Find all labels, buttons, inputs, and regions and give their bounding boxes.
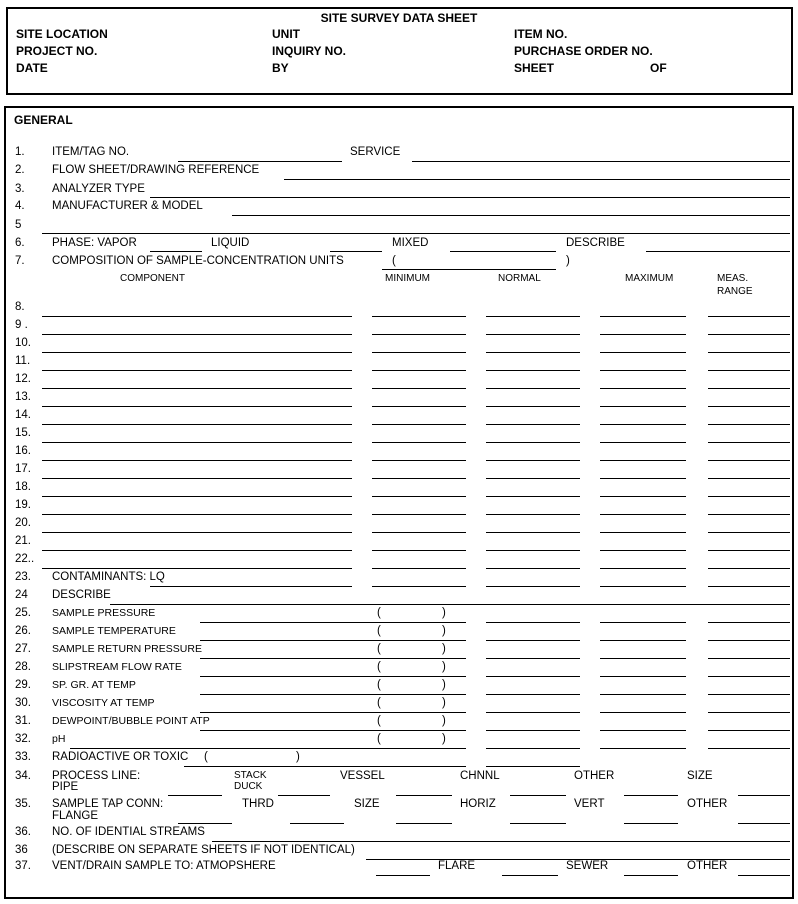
component-maximum-field[interactable] — [600, 406, 686, 407]
condition-range-field[interactable] — [708, 640, 790, 641]
vert-field[interactable] — [624, 823, 678, 824]
liquid-label: LIQUID — [211, 237, 250, 249]
describe-label: DESCRIBE — [566, 237, 625, 249]
radioactive-toxic-label: RADIOACTIVE OR TOXIC — [52, 751, 189, 763]
component-range-field[interactable] — [708, 388, 790, 389]
stack-label: STACK — [234, 770, 267, 781]
component-normal-field[interactable] — [486, 532, 580, 533]
condition-maximum-field[interactable] — [600, 676, 686, 677]
condition-normal-field[interactable] — [486, 640, 580, 641]
phase-vapor-label: PHASE: VAPOR — [52, 237, 137, 249]
process-line-label: PROCESS LINE: — [52, 770, 141, 782]
contaminants-range-field[interactable] — [708, 586, 790, 587]
component-maximum-field[interactable] — [600, 334, 686, 335]
component-normal-field[interactable] — [486, 316, 580, 317]
component-row-number: 15. — [15, 427, 31, 439]
component-minimum-field[interactable] — [372, 460, 466, 461]
other-tap-label: OTHER — [687, 798, 728, 810]
item-tag-no-label: ITEM/TAG NO. — [52, 146, 130, 158]
liquid-field[interactable] — [330, 251, 382, 252]
component-row-number: 19. — [15, 499, 31, 511]
component-component-field[interactable] — [42, 532, 352, 533]
condition-value-field[interactable] — [200, 658, 466, 659]
row-37-number: 37. — [15, 860, 31, 872]
row-36b-number: 36 — [15, 844, 28, 856]
atmosphere-field[interactable] — [376, 875, 430, 876]
row-5-number: 5 — [15, 219, 22, 231]
analyzer-type-field[interactable] — [150, 197, 790, 198]
component-row-number: 8. — [15, 301, 25, 313]
condition-value-field[interactable] — [200, 622, 466, 623]
condition-close-paren: ) — [442, 661, 446, 673]
condition-value-field[interactable] — [200, 694, 466, 695]
component-maximum-field[interactable] — [600, 388, 686, 389]
thrd-label: THRD — [242, 798, 274, 810]
component-minimum-field[interactable] — [372, 514, 466, 515]
condition-value-field[interactable] — [200, 640, 466, 641]
other-vent-field[interactable] — [738, 875, 790, 876]
component-row-number: 9 . — [15, 319, 28, 331]
component-component-field[interactable] — [42, 406, 352, 407]
component-range-field[interactable] — [708, 514, 790, 515]
condition-row-number: 29. — [15, 679, 31, 691]
vessel-label: VESSEL — [340, 770, 385, 782]
component-normal-field[interactable] — [486, 496, 580, 497]
condition-normal-field[interactable] — [486, 748, 580, 749]
condition-open-paren: ( — [377, 607, 381, 619]
component-range-field[interactable] — [708, 532, 790, 533]
describe-contaminants-field[interactable] — [110, 604, 790, 605]
project-no-label: PROJECT NO. — [16, 44, 98, 58]
size-line-field[interactable] — [738, 795, 790, 796]
component-minimum-field[interactable] — [372, 352, 466, 353]
identical-streams-label: NO. OF IDENTIAL STREAMS — [52, 826, 205, 838]
component-minimum-field[interactable] — [372, 550, 466, 551]
condition-range-field[interactable] — [708, 622, 790, 623]
identical-streams-field[interactable] — [212, 841, 790, 842]
condition-label: SAMPLE PRESSURE — [52, 607, 156, 619]
composition-open-paren: ( — [392, 255, 396, 267]
component-range-field[interactable] — [708, 460, 790, 461]
row-7-number: 7. — [15, 255, 25, 267]
condition-row-number: 32. — [15, 733, 31, 745]
condition-close-paren: ) — [442, 733, 446, 745]
sample-tap-conn-label: SAMPLE TAP CONN: — [52, 798, 164, 810]
condition-row-number: 26. — [15, 625, 31, 637]
condition-maximum-field[interactable] — [600, 622, 686, 623]
condition-close-paren: ) — [442, 715, 446, 727]
condition-row-number: 27. — [15, 643, 31, 655]
component-normal-field[interactable] — [486, 352, 580, 353]
component-maximum-field[interactable] — [600, 442, 686, 443]
sewer-label: SEWER — [566, 860, 609, 872]
component-maximum-field[interactable] — [600, 352, 686, 353]
phase-vapor-field[interactable] — [150, 251, 202, 252]
vessel-field[interactable] — [396, 795, 452, 796]
component-minimum-field[interactable] — [372, 370, 466, 371]
stack-duck-field[interactable] — [278, 795, 330, 796]
condition-label: VISCOSITY AT TEMP — [52, 697, 155, 709]
condition-open-paren: ( — [377, 733, 381, 745]
purchase-order-no-label: PURCHASE ORDER NO. — [514, 44, 653, 58]
component-row-number: 13. — [15, 391, 31, 403]
contaminants-normal-field[interactable] — [486, 586, 580, 587]
condition-range-field[interactable] — [708, 676, 790, 677]
component-range-field[interactable] — [708, 406, 790, 407]
component-normal-field[interactable] — [486, 514, 580, 515]
component-normal-field[interactable] — [486, 442, 580, 443]
component-component-field[interactable] — [42, 568, 352, 569]
component-minimum-field[interactable] — [372, 568, 466, 569]
component-minimum-field[interactable] — [372, 478, 466, 479]
component-row-number: 10. — [15, 337, 31, 349]
component-minimum-field[interactable] — [372, 334, 466, 335]
manufacturer-model-label: MANUFACTURER & MODEL — [52, 200, 203, 212]
component-maximum-field[interactable] — [600, 496, 686, 497]
condition-value-field[interactable] — [200, 712, 466, 713]
component-component-field[interactable] — [42, 460, 352, 461]
component-component-field[interactable] — [42, 514, 352, 515]
component-normal-field[interactable] — [486, 334, 580, 335]
site-location-label: SITE LOCATION — [16, 27, 108, 41]
row-23-number: 23. — [15, 571, 31, 583]
component-minimum-field[interactable] — [372, 406, 466, 407]
pipe-field[interactable] — [168, 795, 222, 796]
sewer-field[interactable] — [624, 875, 678, 876]
condition-range-field[interactable] — [708, 748, 790, 749]
row-33-number: 33. — [15, 751, 31, 763]
condition-label: SLIPSTREAM FLOW RATE — [52, 661, 182, 673]
component-normal-field[interactable] — [486, 406, 580, 407]
component-minimum-field[interactable] — [372, 424, 466, 425]
component-range-field[interactable] — [708, 370, 790, 371]
component-maximum-field[interactable] — [600, 370, 686, 371]
component-minimum-field[interactable] — [372, 316, 466, 317]
meas-column-header: MEAS. — [717, 273, 749, 284]
inquiry-no-label: INQUIRY NO. — [272, 44, 347, 58]
condition-label: pH — [52, 733, 66, 745]
chnnl-field[interactable] — [510, 795, 566, 796]
component-component-field[interactable] — [42, 424, 352, 425]
unit-label: UNIT — [272, 27, 300, 41]
component-row-number: 11. — [15, 355, 31, 367]
condition-open-paren: ( — [377, 643, 381, 655]
row-4-number: 4. — [15, 200, 25, 212]
component-minimum-field[interactable] — [372, 532, 466, 533]
service-field[interactable] — [412, 161, 790, 162]
vert-label: VERT — [574, 798, 605, 810]
condition-range-field[interactable] — [708, 730, 790, 731]
normal-column-header: NORMAL — [498, 273, 541, 284]
row-34-number: 34. — [15, 770, 31, 782]
service-label: SERVICE — [350, 146, 401, 158]
component-range-field[interactable] — [708, 442, 790, 443]
component-normal-field[interactable] — [486, 424, 580, 425]
condition-normal-field[interactable] — [486, 676, 580, 677]
range-column-header: RANGE — [717, 286, 753, 297]
component-minimum-field[interactable] — [372, 442, 466, 443]
condition-open-paren: ( — [377, 625, 381, 637]
size-tap-field[interactable] — [396, 823, 452, 824]
condition-normal-field[interactable] — [486, 730, 580, 731]
component-range-field[interactable] — [708, 352, 790, 353]
component-row-number: 17. — [15, 463, 31, 475]
date-label: DATE — [16, 61, 48, 75]
component-component-field[interactable] — [42, 352, 352, 353]
component-component-field[interactable] — [42, 334, 352, 335]
radioactive-toxic-field[interactable] — [184, 766, 466, 767]
component-row-number: 20. — [15, 517, 31, 529]
component-maximum-field[interactable] — [600, 514, 686, 515]
manufacturer-model-field[interactable] — [232, 215, 790, 216]
row-5-field[interactable] — [42, 233, 790, 234]
row-35-number: 35. — [15, 798, 31, 810]
condition-row-number: 25. — [15, 607, 31, 619]
component-range-field[interactable] — [708, 478, 790, 479]
condition-open-paren: ( — [377, 661, 381, 673]
component-row-number: 21. — [15, 535, 31, 547]
condition-row-number: 30. — [15, 697, 31, 709]
condition-normal-field[interactable] — [486, 694, 580, 695]
size-tap-label: SIZE — [354, 798, 380, 810]
row-3-number: 3. — [15, 183, 25, 195]
component-maximum-field[interactable] — [600, 424, 686, 425]
condition-value-field[interactable] — [200, 730, 466, 731]
describe-phase-field[interactable] — [646, 251, 790, 252]
condition-maximum-field[interactable] — [600, 730, 686, 731]
component-component-field[interactable] — [42, 316, 352, 317]
condition-label: SP. GR. AT TEMP — [52, 679, 136, 691]
component-minimum-field[interactable] — [372, 388, 466, 389]
condition-range-field[interactable] — [708, 694, 790, 695]
composition-close-paren: ) — [566, 255, 570, 267]
component-normal-field[interactable] — [486, 478, 580, 479]
condition-maximum-field[interactable] — [600, 712, 686, 713]
component-maximum-field[interactable] — [600, 460, 686, 461]
flow-sheet-field[interactable] — [284, 179, 790, 180]
component-minimum-field[interactable] — [372, 496, 466, 497]
component-normal-field[interactable] — [486, 388, 580, 389]
condition-label: SAMPLE RETURN PRESSURE — [52, 643, 202, 655]
condition-close-paren: ) — [442, 625, 446, 637]
describe-contaminants-label: DESCRIBE — [52, 589, 111, 601]
condition-open-paren: ( — [377, 715, 381, 727]
of-label: OF — [650, 61, 667, 75]
other-line-field[interactable] — [624, 795, 678, 796]
component-row-number: 12. — [15, 373, 31, 385]
sheet-label: SHEET — [514, 61, 555, 75]
other-tap-field[interactable] — [738, 823, 790, 824]
component-range-field[interactable] — [708, 334, 790, 335]
row-36-number: 36. — [15, 826, 31, 838]
row-2-number: 2. — [15, 164, 25, 176]
condition-close-paren: ) — [442, 697, 446, 709]
contaminants-minimum-field[interactable] — [372, 586, 466, 587]
component-normal-field[interactable] — [486, 370, 580, 371]
condition-close-paren: ) — [442, 643, 446, 655]
condition-open-paren: ( — [377, 697, 381, 709]
condition-maximum-field[interactable] — [600, 694, 686, 695]
component-column-header: COMPONENT — [120, 273, 185, 284]
item-no-label: ITEM NO. — [514, 27, 568, 41]
component-maximum-field[interactable] — [600, 550, 686, 551]
other-vent-label: OTHER — [687, 860, 728, 872]
condition-label: SAMPLE TEMPERATURE — [52, 625, 176, 637]
contaminants-component-field[interactable] — [150, 586, 352, 587]
pipe-label: PIPE — [52, 781, 79, 793]
component-row-number: 18. — [15, 481, 31, 493]
concentration-units-field[interactable] — [382, 269, 556, 270]
horiz-field[interactable] — [510, 823, 566, 824]
vent-drain-label: VENT/DRAIN SAMPLE TO: ATMOPSHERE — [52, 860, 276, 872]
row-6-number: 6. — [15, 237, 25, 249]
size-line-label: SIZE — [687, 770, 713, 782]
component-maximum-field[interactable] — [600, 568, 686, 569]
contaminants-maximum-field[interactable] — [600, 586, 686, 587]
component-normal-field[interactable] — [486, 460, 580, 461]
by-label: BY — [272, 61, 289, 75]
condition-maximum-field[interactable] — [600, 640, 686, 641]
condition-value-field[interactable] — [200, 676, 466, 677]
sheet-title: SITE SURVEY DATA SHEET — [320, 11, 478, 25]
condition-value-field[interactable] — [70, 748, 466, 749]
component-component-field[interactable] — [42, 442, 352, 443]
mixed-label: MIXED — [392, 237, 429, 249]
other-line-label: OTHER — [574, 770, 615, 782]
minimum-column-header: MINIMUM — [385, 273, 430, 284]
flange-label: FLANGE — [52, 810, 99, 822]
condition-normal-field[interactable] — [486, 658, 580, 659]
condition-range-field[interactable] — [708, 658, 790, 659]
general-title: GENERAL — [14, 113, 73, 127]
condition-row-number: 28. — [15, 661, 31, 673]
component-component-field[interactable] — [42, 496, 352, 497]
flange-field[interactable] — [178, 823, 232, 824]
component-component-field[interactable] — [42, 550, 352, 551]
component-component-field[interactable] — [42, 370, 352, 371]
contaminants-label: CONTAMINANTS: LQ — [52, 571, 165, 583]
condition-range-field[interactable] — [708, 712, 790, 713]
maximum-column-header: MAXIMUM — [625, 273, 674, 284]
component-row-number: 22.. — [15, 553, 35, 565]
describe-streams-label: (DESCRIBE ON SEPARATE SHEETS IF NOT IDENTICAL) — [52, 844, 355, 856]
component-range-field[interactable] — [708, 550, 790, 551]
radioactive-normal-field[interactable] — [486, 766, 580, 767]
flow-sheet-label: FLOW SHEET/DRAWING REFERENCE — [52, 164, 260, 176]
component-range-field[interactable] — [708, 316, 790, 317]
component-maximum-field[interactable] — [600, 478, 686, 479]
item-tag-no-field[interactable] — [178, 161, 342, 162]
component-range-field[interactable] — [708, 424, 790, 425]
component-row-number: 16. — [15, 445, 31, 457]
condition-normal-field[interactable] — [486, 712, 580, 713]
thrd-field[interactable] — [290, 823, 344, 824]
component-component-field[interactable] — [42, 478, 352, 479]
flare-field[interactable] — [502, 875, 558, 876]
radioactive-open-paren: ( — [204, 751, 208, 763]
radioactive-close-paren: ) — [296, 751, 300, 763]
composition-label: COMPOSITION OF SAMPLE-CONCENTRATION UNITS — [52, 255, 344, 267]
condition-row-number: 31. — [15, 715, 31, 727]
component-normal-field[interactable] — [486, 568, 580, 569]
component-range-field[interactable] — [708, 496, 790, 497]
analyzer-type-label: ANALYZER TYPE — [52, 183, 145, 195]
row-24-number: 24 — [15, 589, 28, 601]
condition-maximum-field[interactable] — [600, 748, 686, 749]
condition-close-paren: ) — [442, 679, 446, 691]
component-range-field[interactable] — [708, 568, 790, 569]
component-normal-field[interactable] — [486, 550, 580, 551]
condition-close-paren: ) — [442, 607, 446, 619]
component-row-number: 14. — [15, 409, 31, 421]
duck-label: DUCK — [234, 781, 263, 792]
condition-label: DEWPOINT/BUBBLE POINT ATP — [52, 715, 210, 727]
mixed-field[interactable] — [450, 251, 556, 252]
chnnl-label: CHNNL — [460, 770, 500, 782]
row-1-number: 1. — [15, 146, 25, 158]
horiz-label: HORIZ — [460, 798, 496, 810]
condition-normal-field[interactable] — [486, 622, 580, 623]
condition-maximum-field[interactable] — [600, 658, 686, 659]
component-maximum-field[interactable] — [600, 532, 686, 533]
condition-open-paren: ( — [377, 679, 381, 691]
component-maximum-field[interactable] — [600, 316, 686, 317]
flare-label: FLARE — [438, 860, 476, 872]
component-component-field[interactable] — [42, 388, 352, 389]
